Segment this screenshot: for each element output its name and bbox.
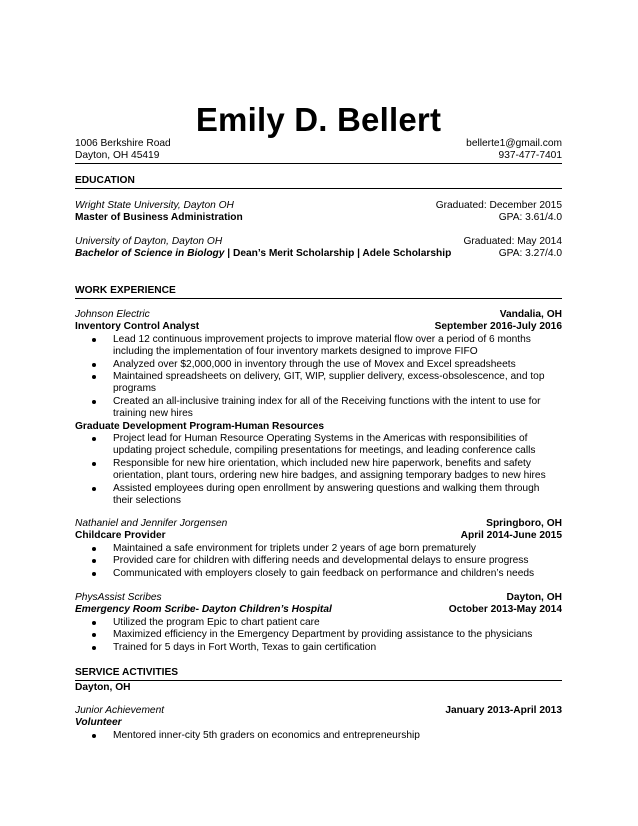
job-location: Springboro, OH bbox=[486, 518, 562, 529]
contact-block bbox=[75, 138, 562, 163]
job-bullets bbox=[75, 617, 562, 654]
list-item: Provided care for children with differing needs and developmental delays to ensure progress bbox=[75, 555, 562, 567]
job-location: Dayton, OH bbox=[506, 592, 562, 603]
graduation-date: Graduated: December 2015 bbox=[435, 200, 562, 211]
list-item: Maintained spreadsheets on delivery, GIT, WIP, supplier delivery, excess-obsolescence, and top programs bbox=[75, 371, 562, 396]
service-org: Junior Achievement bbox=[75, 705, 165, 716]
gpa: GPA: 3.27/4.0 bbox=[498, 248, 562, 260]
address-line2: Dayton, OH 45419 bbox=[75, 150, 160, 162]
job-title: Childcare Provider bbox=[75, 530, 166, 542]
education-divider bbox=[75, 188, 562, 189]
address-line1: 1006 Berkshire Road bbox=[75, 138, 171, 149]
service-location: Dayton, OH bbox=[75, 682, 131, 693]
list-item: Mentored inner-city 5th graders on economics and entrepreneurship bbox=[75, 730, 562, 742]
school-name: University of Dayton, Dayton OH bbox=[75, 236, 223, 247]
list-item: Communicated with employers closely to gain feedback on performance and children’s needs bbox=[75, 568, 562, 580]
job-title: Inventory Control Analyst bbox=[75, 321, 200, 333]
list-item: Assisted employees during open enrollment by answering questions and walking them through their selections bbox=[75, 483, 562, 508]
service-bullets bbox=[75, 730, 562, 742]
job-bullets bbox=[75, 433, 562, 507]
job-bullets bbox=[75, 543, 562, 580]
school-name: Wright State University, Dayton OH bbox=[75, 200, 234, 211]
job-dates: October 2013-May 2014 bbox=[448, 604, 562, 616]
list-item: Trained for 5 days in Fort Worth, Texas to gain certification bbox=[75, 642, 562, 654]
work-divider bbox=[75, 298, 562, 299]
job-bullets bbox=[75, 334, 562, 421]
service-divider bbox=[75, 680, 562, 681]
service-dates: January 2013-April 2013 bbox=[445, 705, 562, 716]
list-item: Analyzed over $2,000,000 in inventory through the use of Movex and Excel spreadsheets bbox=[75, 359, 562, 371]
list-item: Maximized efficiency in the Emergency Department by providing assistance to the physicians bbox=[75, 629, 562, 641]
degree-honors: | Dean’s Merit Scholarship | Adele Scholarship bbox=[224, 248, 452, 260]
list-item: Project lead for Human Resource Operating Systems in the Americas with responsibilities of updating project schedule, compiling presentations for meetings, and leading conference calls bbox=[75, 433, 562, 458]
header-divider bbox=[75, 163, 562, 164]
degree: Bachelor of Science in Biology bbox=[75, 248, 225, 260]
job-entry bbox=[75, 592, 562, 654]
education-entry bbox=[75, 236, 562, 261]
employer: Johnson Electric bbox=[75, 309, 150, 320]
employer: PhysAssist Scribes bbox=[75, 592, 162, 603]
education-entry bbox=[75, 200, 562, 225]
graduation-date: Graduated: May 2014 bbox=[463, 236, 562, 247]
job-entry bbox=[75, 518, 562, 580]
education-heading: EDUCATION bbox=[75, 175, 135, 186]
list-item: Lead 12 continuous improvement projects to improve material flow over a period of 6 months including the implementation of four inventory markets designed to improve FIFO bbox=[75, 334, 562, 359]
job-location: Vandalia, OH bbox=[499, 309, 562, 320]
email: bellerte1@gmail.com bbox=[466, 138, 562, 149]
list-item: Utilized the program Epic to chart patient care bbox=[75, 617, 562, 629]
job-title: Graduate Development Program-Human Resources bbox=[75, 420, 325, 432]
job-dates: September 2016-July 2016 bbox=[434, 321, 562, 333]
gpa: GPA: 3.61/4.0 bbox=[498, 212, 562, 224]
degree: Master of Business Administration bbox=[75, 212, 243, 224]
service-heading: SERVICE ACTIVITIES bbox=[75, 667, 179, 678]
work-heading: WORK EXPERIENCE bbox=[75, 285, 176, 296]
job-title: Emergency Room Scribe- Dayton Children’s Hospital bbox=[75, 604, 332, 616]
phone: 937-477-7401 bbox=[498, 150, 562, 162]
service-role: Volunteer bbox=[75, 717, 122, 729]
list-item: Maintained a safe environment for triplets under 2 years of age born prematurely bbox=[75, 543, 562, 555]
job-entry bbox=[75, 309, 562, 508]
list-item: Created an all-inclusive training index for all of the Receiving functions with the intent to use for training new hires bbox=[75, 396, 562, 421]
employer: Nathaniel and Jennifer Jorgensen bbox=[75, 518, 228, 529]
job-dates: April 2014-June 2015 bbox=[460, 530, 562, 542]
candidate-name: Emily D. Bellert bbox=[195, 101, 442, 138]
service-entry bbox=[75, 705, 562, 742]
list-item: Responsible for new hire orientation, which included new hire paperwork, benefits and safety orientation, plant tours, ordering new hire badges, and assigning temporary badges to new hires bbox=[75, 458, 562, 483]
